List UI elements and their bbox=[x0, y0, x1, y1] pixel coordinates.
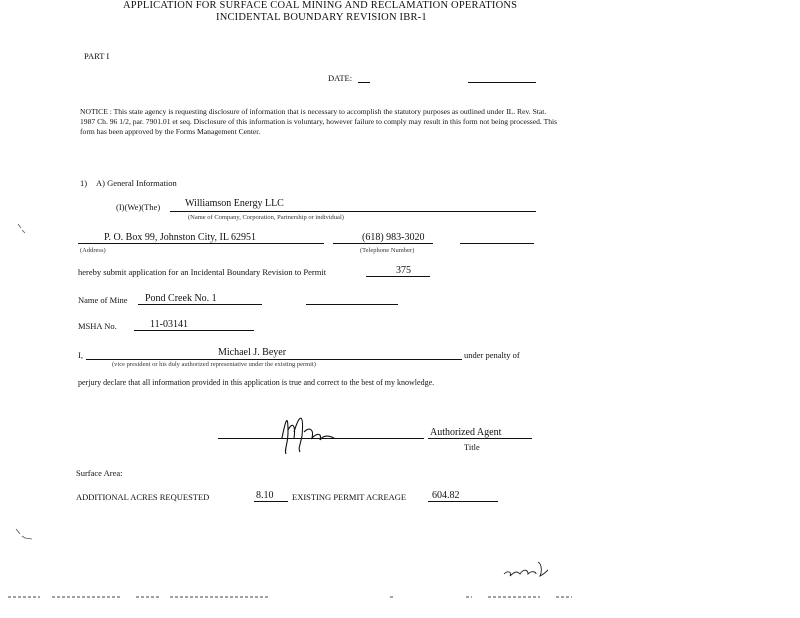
existing-acreage-line bbox=[428, 501, 498, 502]
form-title: APPLICATION FOR SURFACE COAL MINING AND RECLAMATION OPERATIONS bbox=[123, 0, 518, 11]
section-number: 1) bbox=[80, 178, 88, 188]
permit-field-line bbox=[366, 276, 430, 277]
declarant-name[interactable]: Michael J. Beyer bbox=[218, 347, 287, 358]
existing-acreage-label: EXISTING PERMIT ACREAGE bbox=[292, 492, 407, 502]
date-field[interactable] bbox=[468, 82, 536, 83]
title-label: Title bbox=[464, 442, 480, 452]
declarant-suffix: under penalty of bbox=[464, 350, 520, 360]
msha-field-line bbox=[134, 330, 254, 331]
msha-number[interactable]: 11-03141 bbox=[150, 319, 188, 330]
mine-field-line bbox=[138, 304, 262, 305]
notice-paragraph: NOTICE : This state agency is requesting disclosure of information that is necessary to accomplish the statutory purposes as outlined under IL. Rev. Stat. 1987 Ch. 96 1/2, par. 7901.01 et seq. Disclosure of this information is voluntary, however failure to comply may result in this form not being processed. This form has been approved by the Forms Management Center. bbox=[80, 107, 558, 136]
title-value[interactable]: Authorized Agent bbox=[430, 427, 502, 438]
phone-field-line bbox=[333, 243, 433, 244]
additional-acres-label: ADDITIONAL ACRES REQUESTED bbox=[76, 492, 210, 502]
additional-acres-line bbox=[254, 501, 288, 502]
existing-acreage-value[interactable]: 604.82 bbox=[432, 490, 460, 501]
date-line-short bbox=[358, 82, 370, 83]
address-field-line bbox=[78, 243, 324, 244]
declarant-caption: (vice president or his duly authorized representative under the existing permit) bbox=[112, 361, 316, 368]
surface-area-label: Surface Area: bbox=[76, 468, 123, 478]
applicant-prefix: (I)(We)(The) bbox=[116, 202, 161, 212]
additional-acres-value[interactable]: 8.10 bbox=[256, 490, 274, 501]
mine-label: Name of Mine bbox=[78, 295, 128, 305]
scan-mark-left-upper bbox=[16, 222, 30, 236]
address-value[interactable]: P. O. Box 99, Johnston City, IL 62951 bbox=[104, 232, 257, 243]
mine-extra-line bbox=[306, 304, 398, 305]
extra-field-line bbox=[460, 243, 534, 244]
company-name[interactable]: Williamson Energy LLC bbox=[185, 198, 284, 209]
mine-name[interactable]: Pond Creek No. 1 bbox=[145, 293, 217, 304]
date-label: DATE: bbox=[328, 73, 353, 83]
permit-number[interactable]: 375 bbox=[396, 265, 411, 276]
phone-caption: (Telephone Number) bbox=[360, 247, 415, 254]
company-caption: (Name of Company, Corporation, Partnership or individual) bbox=[188, 214, 344, 221]
perjury-statement: perjury declare that all information provided in this application is true and correct to the best of my knowledge. bbox=[78, 378, 435, 387]
signature-scribble bbox=[274, 408, 340, 456]
bottom-scan-border bbox=[0, 594, 800, 600]
section-title: A) General Information bbox=[96, 178, 177, 188]
initials-scribble bbox=[502, 558, 552, 582]
phone-value[interactable]: (618) 983-3020 bbox=[362, 232, 425, 243]
declarant-field-line bbox=[86, 359, 462, 360]
address-caption: (Address) bbox=[80, 247, 106, 254]
msha-label: MSHA No. bbox=[78, 321, 117, 331]
permit-label: hereby submit application for an Incidental Boundary Revision to Permit bbox=[78, 267, 327, 277]
company-field-line bbox=[170, 211, 536, 212]
scan-mark-left-lower bbox=[14, 526, 36, 542]
part-label: PART I bbox=[84, 51, 110, 61]
declarant-prefix: I, bbox=[78, 350, 83, 360]
form-subtitle: INCIDENTAL BOUNDARY REVISION IBR-1 bbox=[216, 12, 427, 23]
title-field-line bbox=[428, 438, 532, 439]
